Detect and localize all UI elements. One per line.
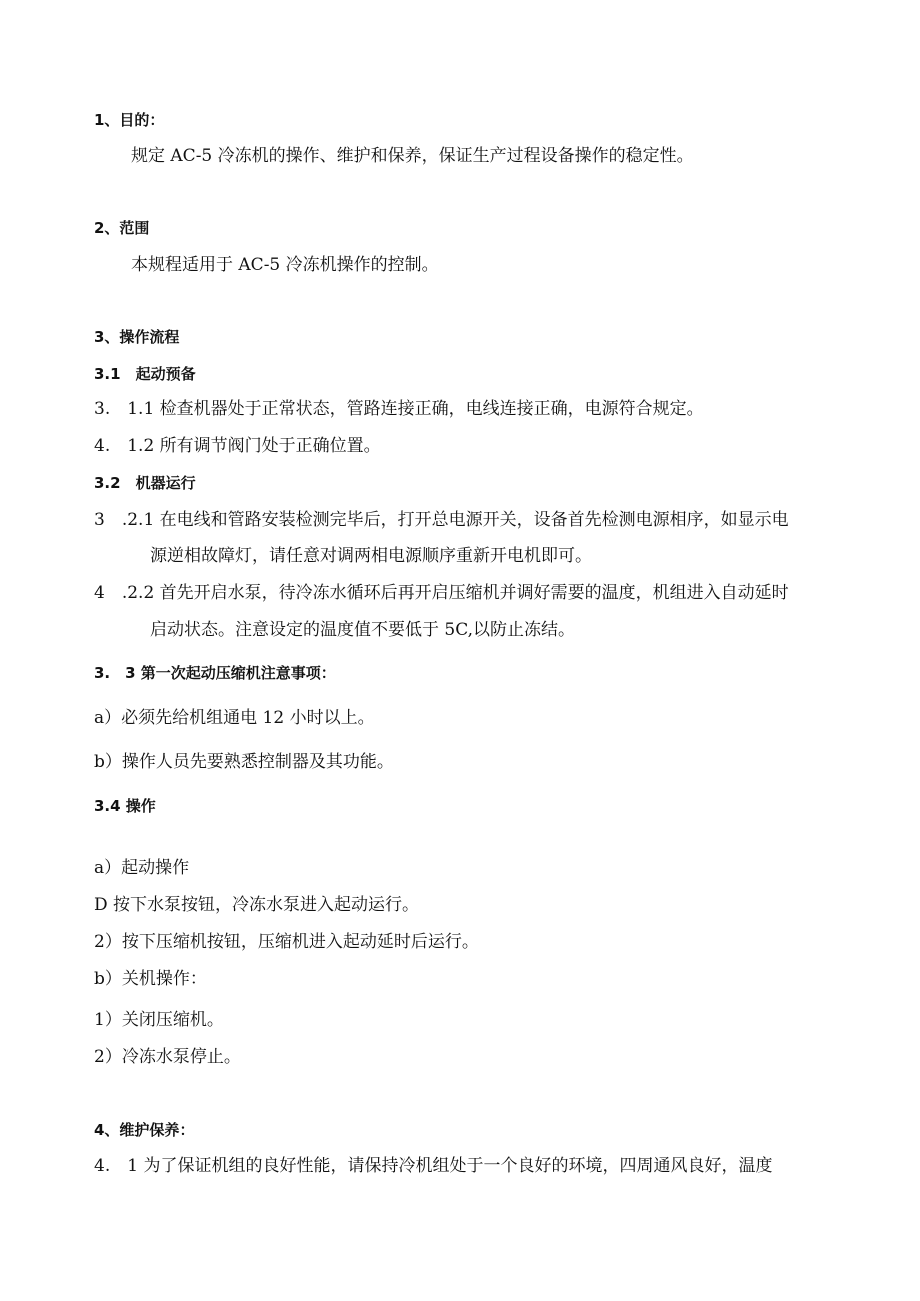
list-item: a）起动操作 [94, 858, 190, 878]
section-1-text: 规定 AC-5 冷冻机的操作、维护和保养，保证生产过程设备操作的稳定性。 [131, 146, 694, 166]
section-3-heading: 3、操作流程 [94, 328, 180, 346]
list-item: 4 .2.2 首先开启水泵，待冷冻水循环后再开启压缩机并调好需要的温度，机组进入自动延时 [94, 583, 789, 603]
section-2-heading: 2、范围 [94, 219, 150, 237]
list-item: 4. 1 为了保证机组的良好性能，请保持冷机组处于一个良好的环境，四周通风良好，温度 [94, 1156, 773, 1176]
list-item-continuation: 源逆相故障灯，请任意对调两相电源顺序重新开电机即可。 [150, 546, 592, 566]
section-1-heading: 1、目的： [94, 111, 165, 129]
list-item: 4. 1.2 所有调节阀门处于正确位置。 [94, 436, 381, 456]
section-2-text: 本规程适用于 AC-5 冷冻机操作的控制。 [131, 255, 439, 275]
list-item: 3. 1.1 检查机器处于正常状态，管路连接正确，电线连接正确，电源符合规定。 [94, 399, 704, 419]
section-3-3-heading: 3. 3 第一次起动压缩机注意事项： [94, 664, 336, 682]
list-item: 3 .2.1 在电线和管路安装检测完毕后，打开总电源开关，设备首先检测电源相序，如显示电 [94, 510, 789, 530]
list-item: b）关机操作： [94, 969, 207, 989]
section-4-heading: 4、维护保养： [94, 1121, 195, 1139]
section-3-2-heading: 3.2 机器运行 [94, 474, 196, 492]
list-item: 2）按下压缩机按钮，压缩机进入起动延时后运行。 [94, 932, 479, 952]
list-item: 2）冷冻水泵停止。 [94, 1047, 241, 1067]
section-3-1-heading: 3.1 起动预备 [94, 365, 196, 383]
list-item: D 按下水泵按钮，冷冻水泵进入起动运行。 [94, 895, 420, 915]
list-item: a）必须先给机组通电 12 小时以上。 [94, 708, 375, 728]
list-item: 1）关闭压缩机。 [94, 1010, 224, 1030]
list-item: b）操作人员先要熟悉控制器及其功能。 [94, 752, 394, 772]
section-3-4-heading: 3.4 操作 [94, 797, 156, 815]
list-item-continuation: 启动状态。注意设定的温度值不要低于 5C,以防止冻结。 [150, 620, 576, 640]
